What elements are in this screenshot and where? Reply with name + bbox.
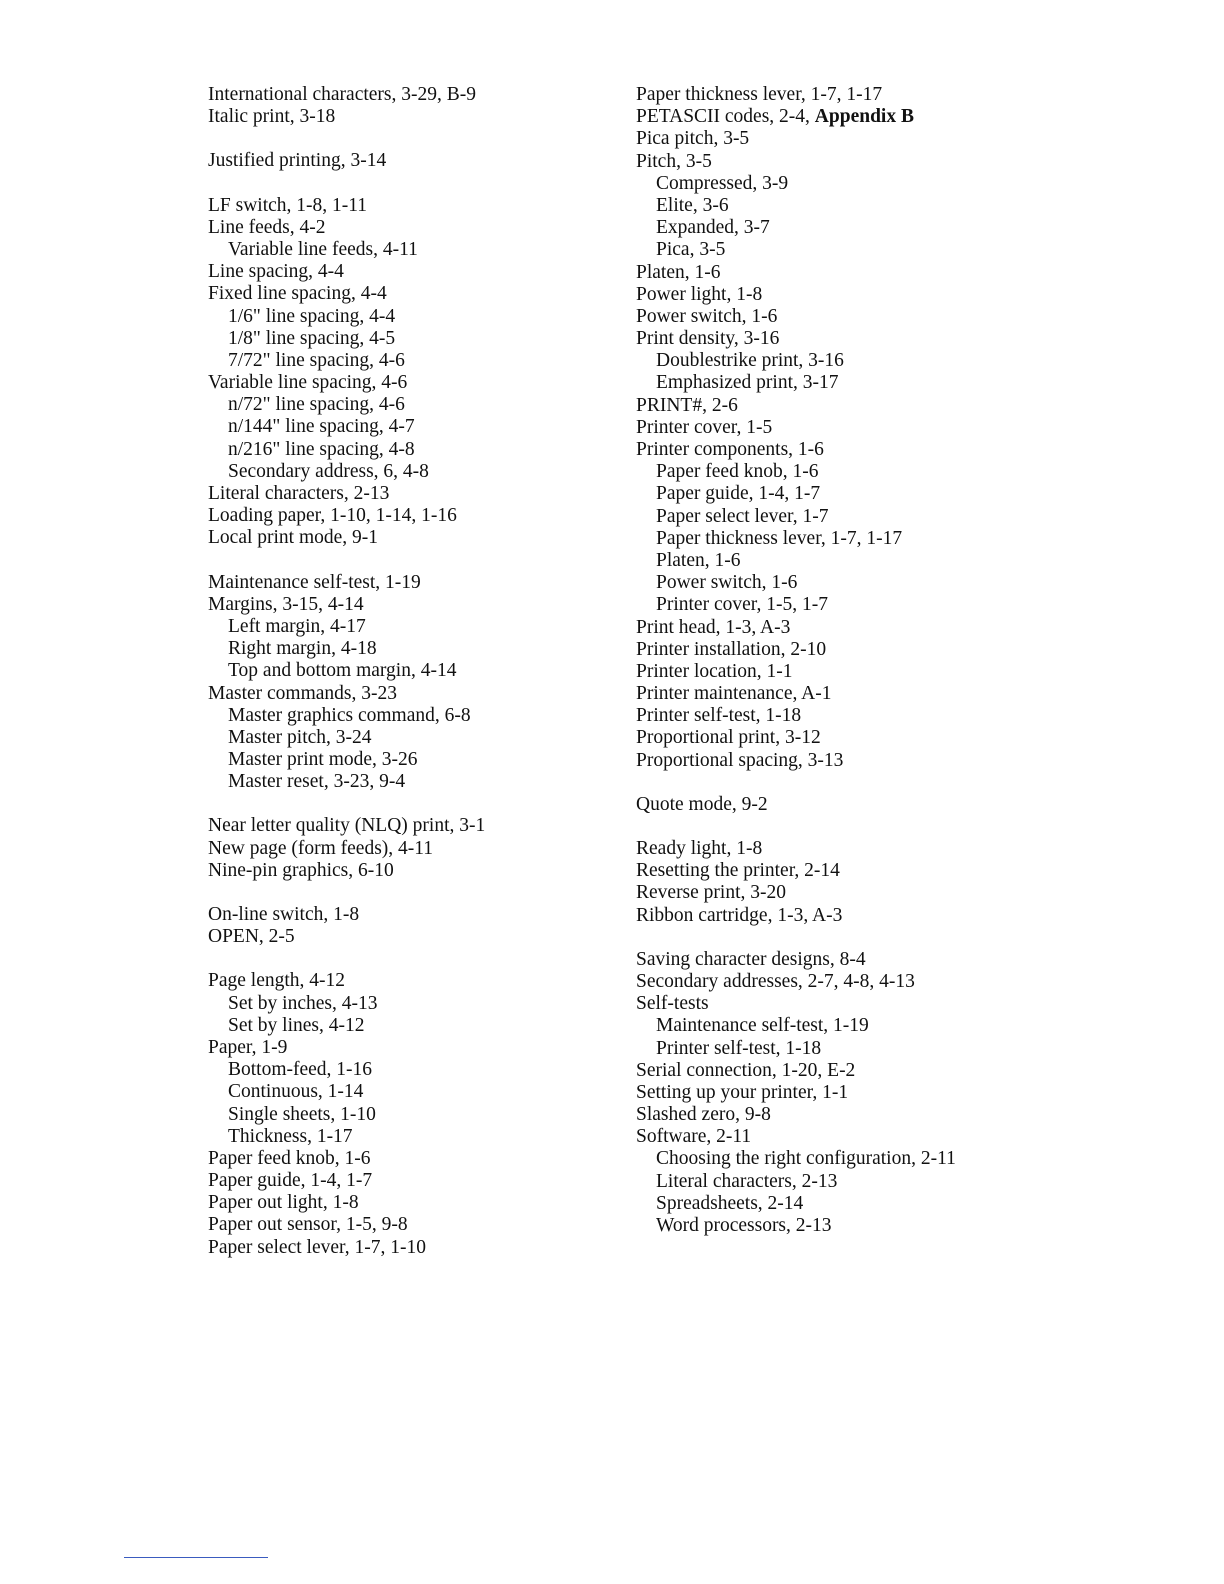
index-entry: [636, 661, 956, 683]
index-entry: [636, 151, 956, 173]
index-entry: [636, 439, 956, 461]
index-subentry: [636, 1171, 956, 1193]
index-entry-text: Paper thickness lever, 1-7, 1-17: [656, 527, 903, 549]
index-entry-text: PETASCII codes, 2-4,: [636, 106, 815, 128]
index-subentry: [636, 461, 956, 483]
index-subentry: [208, 1126, 485, 1148]
index-entry-text: Print head, 1-3, A-3: [636, 616, 791, 638]
index-entry-text: Maintenance self-test, 1-19: [656, 1015, 869, 1037]
index-entry-text: Power switch, 1-6: [656, 572, 798, 594]
index-entry-text: Elite, 3-6: [656, 194, 729, 216]
index-entry-text: International characters, 3-29, B-9: [208, 84, 477, 105]
index-entry: [636, 284, 956, 306]
index-subentry: [636, 1038, 956, 1060]
index-entry-text: Right margin, 4-18: [228, 638, 377, 660]
index-entry-text: Master reset, 3-23, 9-4: [228, 771, 406, 793]
index-entry: [208, 483, 485, 505]
index-subentry: [636, 350, 956, 372]
index-entry: [208, 838, 485, 860]
index-subentry: [636, 594, 956, 616]
index-entry-text: Expanded, 3-7: [656, 217, 770, 239]
index-entry: [208, 594, 485, 616]
index-entry-text: n/144" line spacing, 4-7: [228, 416, 415, 438]
index-entry-text: Proportional spacing, 3-13: [636, 749, 844, 771]
index-entry-text: Resetting the printer, 2-14: [636, 860, 840, 882]
index-entry: [208, 195, 485, 217]
index-subentry: [636, 528, 956, 550]
index-entry: [636, 750, 956, 772]
index-entry: [208, 1192, 485, 1214]
index-entry-text: Printer cover, 1-5: [636, 416, 773, 438]
index-entry-text: Pica pitch, 3-5: [636, 128, 750, 150]
index-entry-text: Paper thickness lever, 1-7, 1-17: [636, 84, 883, 105]
index-entry-text: Printer location, 1-1: [636, 660, 793, 682]
index-entry-text: Slashed zero, 9-8: [636, 1104, 771, 1126]
index-entry-text: Secondary addresses, 2-7, 4-8, 4-13: [636, 970, 915, 992]
index-entry-text: 1/6" line spacing, 4-4: [228, 305, 396, 327]
index-entry-text: Paper feed knob, 1-6: [656, 461, 819, 483]
index-entry: [636, 617, 956, 639]
index-subentry: [208, 771, 485, 793]
index-entry-text: Spreadsheets, 2-14: [656, 1192, 804, 1214]
index-entry: [636, 1104, 956, 1126]
index-entry-text: Platen, 1-6: [636, 261, 721, 283]
index-subentry: [208, 705, 485, 727]
index-entry-text: Paper out sensor, 1-5, 9-8: [208, 1214, 408, 1236]
index-subentry: [208, 1104, 485, 1126]
index-subentry: [636, 506, 956, 528]
index-entry-text: Pica, 3-5: [656, 239, 726, 261]
index-entry-text: Nine-pin graphics, 6-10: [208, 859, 394, 881]
index-column-left: [208, 84, 485, 1259]
index-entry-text: On-line switch, 1-8: [208, 904, 360, 925]
index-entry: [636, 1060, 956, 1082]
index-subentry: [208, 416, 485, 438]
index-entry: [636, 262, 956, 284]
index-entry-text: Ribbon cartridge, 1-3, A-3: [636, 904, 843, 926]
index-entry-text: Line spacing, 4-4: [208, 261, 344, 283]
index-entry: [636, 971, 956, 993]
index-subentry: [636, 1215, 956, 1237]
index-subentry: [636, 572, 956, 594]
index-entry-text: Pitch, 3-5: [636, 150, 712, 172]
index-entry-text: 1/8" line spacing, 4-5: [228, 327, 396, 349]
index-entry: [208, 1037, 485, 1059]
index-entry-text: Paper guide, 1-4, 1-7: [208, 1170, 373, 1192]
index-entry-text: Master commands, 3-23: [208, 682, 398, 704]
index-entry: [208, 1214, 485, 1236]
index-subentry: [636, 195, 956, 217]
index-entry-text: Single sheets, 1-10: [228, 1103, 376, 1125]
index-entry-text: Printer self-test, 1-18: [636, 705, 802, 727]
index-entry-text: Page length, 4-12: [208, 970, 346, 992]
index-entry-text: n/216" line spacing, 4-8: [228, 438, 415, 460]
index-subentry: [636, 173, 956, 195]
index-entry: [636, 306, 956, 328]
index-subentry: [208, 350, 485, 372]
index-entry: [636, 993, 956, 1015]
index-entry: [208, 860, 485, 882]
index-subentry: [636, 1015, 956, 1037]
index-entry-text: Local print mode, 9-1: [208, 527, 379, 549]
index-entry: [636, 1126, 956, 1148]
index-entry: [208, 970, 485, 992]
index-entry: [636, 1082, 956, 1104]
index-entry-text: Set by inches, 4-13: [228, 992, 378, 1014]
index-subentry: [208, 1015, 485, 1037]
index-entry: [636, 328, 956, 350]
index-entry-text: Choosing the right configuration, 2-11: [656, 1148, 956, 1170]
index-entry-text: Master graphics command, 6-8: [228, 704, 471, 726]
index-subentry: [208, 749, 485, 771]
index-entry-text: Master pitch, 3-24: [228, 726, 372, 748]
index-entry-text: Variable line spacing, 4-6: [208, 372, 408, 394]
index-entry-text: Printer cover, 1-5, 1-7: [656, 594, 828, 616]
index-entry-text: Continuous, 1-14: [228, 1081, 364, 1103]
index-subentry: [208, 638, 485, 660]
index-subentry: [636, 550, 956, 572]
index-entry-text: Paper select lever, 1-7: [656, 505, 829, 527]
index-entry-text: Margins, 3-15, 4-14: [208, 593, 364, 615]
index-entry: [208, 505, 485, 527]
index-entry-text: Ready light, 1-8: [636, 838, 763, 859]
index-entry: [636, 794, 956, 816]
index-entry-text: Line feeds, 4-2: [208, 216, 326, 238]
index-entry: [208, 815, 485, 837]
index-entry-text: Literal characters, 2-13: [208, 483, 390, 504]
index-subentry: [208, 660, 485, 682]
index-entry: [208, 904, 485, 926]
index-entry: [208, 1148, 485, 1170]
index-entry-text: Self-tests: [636, 993, 709, 1015]
index-subentry: [208, 394, 485, 416]
index-subentry: [636, 1148, 956, 1170]
index-entry: [636, 417, 956, 439]
index-entry-text: 7/72" line spacing, 4-6: [228, 349, 405, 371]
index-entry-text: Justified printing, 3-14: [208, 150, 387, 172]
index-entry-text: Loading paper, 1-10, 1-14, 1-16: [208, 505, 457, 527]
index-entry-text: Paper, 1-9: [208, 1036, 288, 1058]
index-entry-text: Serial connection, 1-20, E-2: [636, 1059, 856, 1081]
index-entry-text: Paper select lever, 1-7, 1-10: [208, 1236, 426, 1258]
index-entry-text: Left margin, 4-17: [228, 615, 366, 637]
index-entry-text: Power switch, 1-6: [636, 305, 778, 327]
index-entry-text: Literal characters, 2-13: [656, 1170, 838, 1192]
index-entry: [636, 949, 956, 971]
index-entry-text: Proportional print, 3-12: [636, 727, 821, 749]
index-entry-text: Word processors, 2-13: [656, 1215, 832, 1236]
index-entry-text: Printer maintenance, A-1: [636, 683, 832, 705]
index-entry-text: Platen, 1-6: [656, 549, 741, 571]
index-subentry: [636, 483, 956, 505]
index-entry: [636, 128, 956, 150]
index-entry-text: Set by lines, 4-12: [228, 1014, 365, 1036]
index-entry: [208, 106, 485, 128]
index-subentry: [208, 1081, 485, 1103]
index-entry: [636, 882, 956, 904]
index-subentry: [636, 239, 956, 261]
index-entry-text: Fixed line spacing, 4-4: [208, 283, 387, 305]
index-entry: [208, 527, 485, 549]
index-entry: [208, 84, 485, 106]
index-subentry: [636, 217, 956, 239]
index-subentry: [636, 1193, 956, 1215]
index-entry-text: OPEN, 2-5: [208, 926, 295, 948]
index-entry-text: Emphasized print, 3-17: [656, 372, 839, 394]
index-entry-text: Doublestrike print, 3-16: [656, 350, 844, 372]
index-entry: [208, 283, 485, 305]
index-entry-text: Master print mode, 3-26: [228, 749, 418, 771]
index-entry: [208, 572, 485, 594]
index-entry: [636, 905, 956, 927]
index-entry-text: Top and bottom margin, 4-14: [228, 660, 457, 682]
index-subentry: [208, 328, 485, 350]
index-entry: [636, 395, 956, 417]
index-entry-text: Bottom-feed, 1-16: [228, 1059, 373, 1081]
index-subentry: [208, 993, 485, 1015]
index-entry: [208, 683, 485, 705]
index-entry-text: New page (form feeds), 4-11: [208, 837, 434, 859]
index-entry-bold-ref: Appendix B: [814, 106, 914, 128]
index-subentry: [208, 616, 485, 638]
index-subentry: [636, 372, 956, 394]
index-entry-text: Paper out light, 1-8: [208, 1192, 359, 1214]
index-entry-text: Printer installation, 2-10: [636, 638, 827, 660]
index-entry: [208, 372, 485, 394]
index-entry: [208, 150, 485, 172]
index-entry: [636, 683, 956, 705]
index-entry: [636, 639, 956, 661]
index-entry-text: Maintenance self-test, 1-19: [208, 571, 421, 593]
index-subentry: [208, 439, 485, 461]
index-subentry: [208, 1059, 485, 1081]
index-entry-text: Italic print, 3-18: [208, 106, 336, 128]
index-entry-text: Software, 2-11: [636, 1126, 752, 1148]
index-subentry: [208, 306, 485, 328]
index-entry: [636, 705, 956, 727]
index-entry: [208, 1237, 485, 1259]
index-entry: [636, 727, 956, 749]
index-entry: [208, 217, 485, 239]
index-entry-text: Quote mode, 9-2: [636, 793, 768, 815]
index-column-right: [636, 84, 956, 1237]
index-entry-text: Saving character designs, 8-4: [636, 948, 866, 970]
index-entry-text: Printer self-test, 1-18: [656, 1037, 822, 1059]
index-entry-text: Reverse print, 3-20: [636, 882, 787, 904]
index-entry: [208, 926, 485, 948]
index-subentry: [208, 239, 485, 261]
index-entry-text: Printer components, 1-6: [636, 439, 824, 460]
index-entry-text: Secondary address, 6, 4-8: [228, 460, 429, 482]
index-entry-text: Setting up your printer, 1-1: [636, 1081, 849, 1103]
index-entry-text: Thickness, 1-17: [228, 1125, 353, 1147]
index-entry-text: Near letter quality (NLQ) print, 3-1: [208, 815, 486, 837]
index-entry: [636, 84, 956, 106]
index-entry-text: LF switch, 1-8, 1-11: [208, 194, 368, 216]
index-entry: [208, 261, 485, 283]
index-entry-text: Power light, 1-8: [636, 283, 763, 305]
index-entry-text: Compressed, 3-9: [656, 172, 789, 194]
index-entry-text: n/72" line spacing, 4-6: [228, 394, 405, 416]
index-entry: [636, 860, 956, 882]
index-subentry: [208, 461, 485, 483]
index-entry-text: Paper guide, 1-4, 1-7: [656, 483, 821, 505]
index-entry-text: Paper feed knob, 1-6: [208, 1147, 371, 1169]
index-entry-text: Print density, 3-16: [636, 328, 780, 350]
index-subentry: [208, 727, 485, 749]
index-entry: [636, 106, 956, 128]
index-entry: [208, 1170, 485, 1192]
footer-rule: [124, 1557, 268, 1558]
index-entry-text: PRINT#, 2-6: [636, 394, 738, 416]
index-entry-text: Variable line feeds, 4-11: [228, 238, 418, 260]
index-entry: [636, 838, 956, 860]
